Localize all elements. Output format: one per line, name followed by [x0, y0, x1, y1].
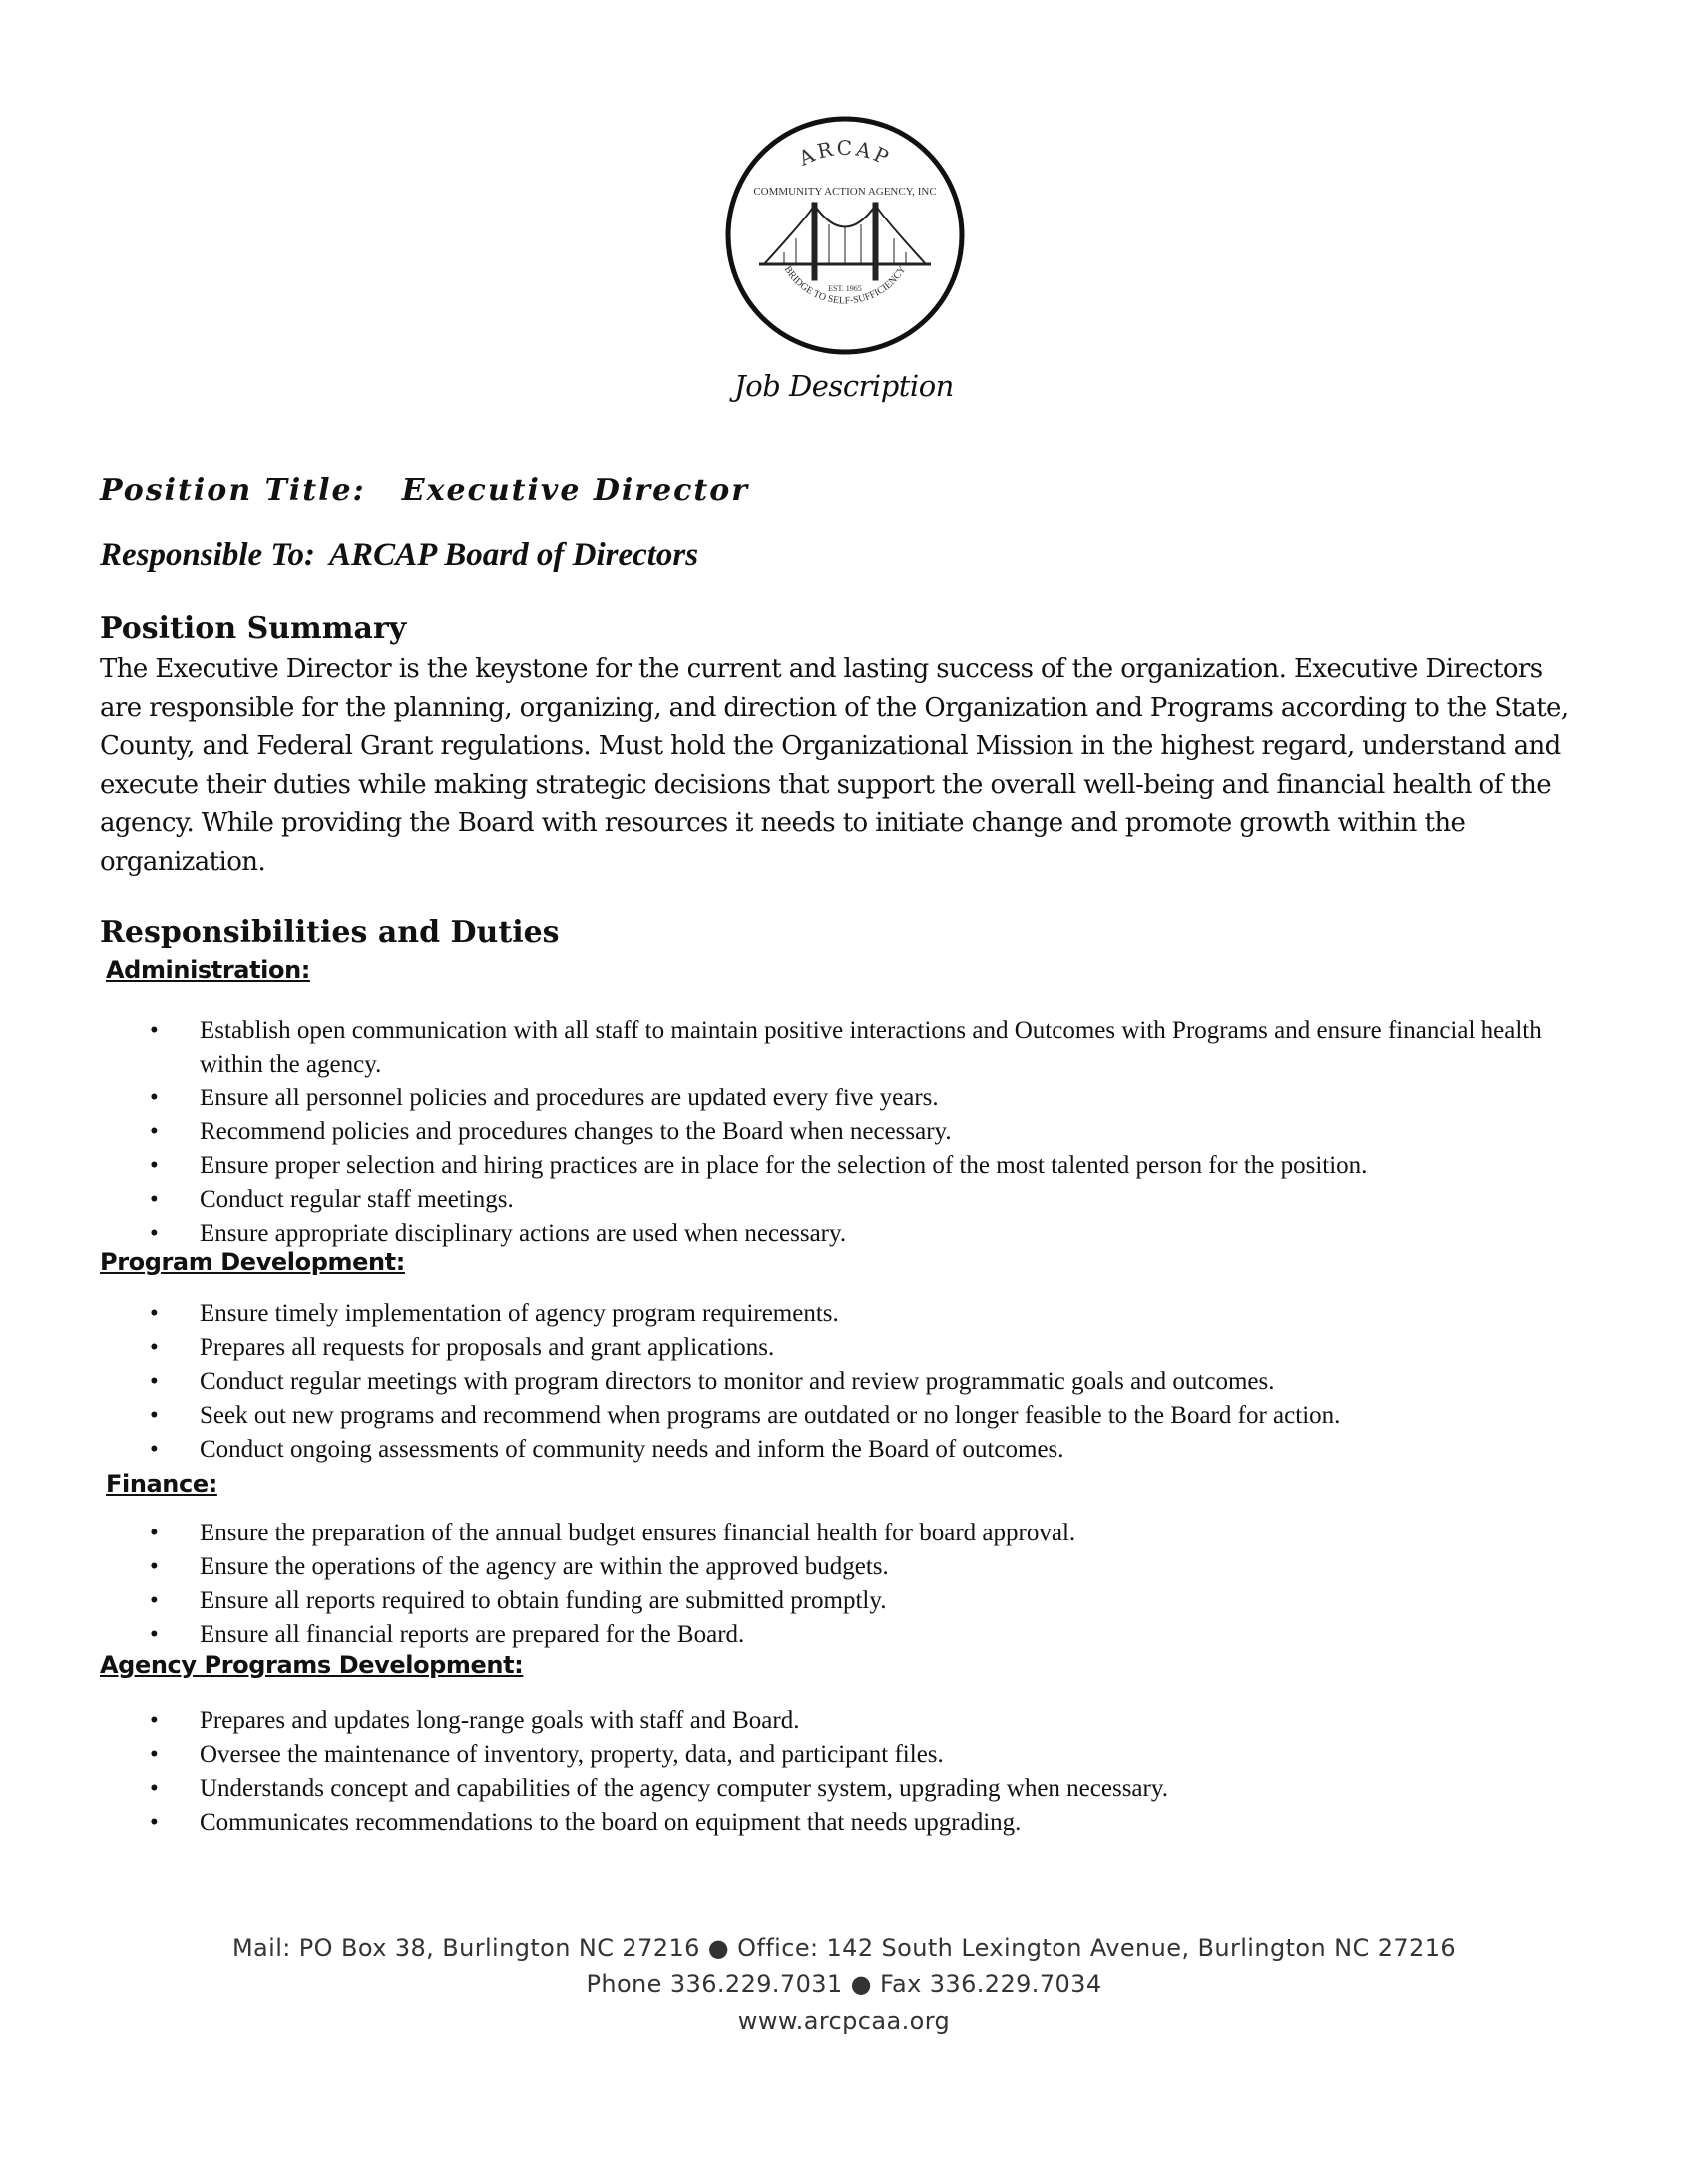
summary-line: execute their duties while making strategic decisions that support the overall well-being and financial health of the	[100, 769, 1552, 800]
list-item-text: Communicates recommendations to the board on equipment that needs upgrading.	[200, 1809, 1022, 1836]
list-item-text: Seek out new programs and recommend when programs are outdated or no longer feasible to the Board for action.	[200, 1402, 1341, 1429]
list-item-text: Ensure the preparation of the annual budget ensures financial health for board approval.	[200, 1520, 1076, 1546]
list-item-text: Prepares all requests for proposals and grant applications.	[200, 1334, 775, 1361]
list-item-text: Recommend policies and procedures changes to the Board when necessary.	[200, 1118, 952, 1145]
bullet-icon: •	[150, 1775, 159, 1802]
summary-line: The Executive Director is the keystone for the current and lasting success of the organization. Executive Directors	[100, 655, 1543, 684]
list-item	[150, 1772, 1606, 1806]
list-item	[150, 1806, 1606, 1840]
position-title-label: Position Title:	[100, 473, 366, 508]
bullet-icon: •	[150, 1587, 159, 1614]
list-item-text: Conduct regular meetings with program directors to monitor and review programmatic goals and outcomes.	[200, 1368, 1275, 1395]
summary-line: are responsible for the planning, organizing, and direction of the Organization and Programs according to the State,	[100, 692, 1569, 723]
bullet-icon: •	[150, 1118, 159, 1145]
bullet-icon: •	[150, 1402, 159, 1429]
list-item	[150, 1399, 1606, 1433]
bullet-icon: •	[150, 1621, 159, 1648]
bullet-icon: •	[150, 1368, 159, 1395]
list-item	[150, 1584, 1606, 1618]
list-item	[150, 1082, 1606, 1115]
footer-phone-fax: Phone 336.229.7031 ● Fax 336.229.7034	[586, 1970, 1102, 1998]
list-item-text: Ensure the operations of the agency are within the approved budgets.	[200, 1553, 889, 1580]
list-item	[150, 1217, 1606, 1251]
list-item	[150, 1331, 1606, 1365]
list-item	[150, 1149, 1606, 1183]
bullet-icon: •	[150, 1334, 159, 1361]
bullet-icon: •	[150, 1186, 159, 1213]
duty-section-title: Agency Programs Development:	[100, 1651, 524, 1679]
bullet-icon: •	[150, 1085, 159, 1111]
position-title-value: Executive Director	[401, 473, 750, 508]
duty-section-title: Finance:	[106, 1470, 217, 1498]
summary-line: agency. While providing the Board with resources it needs to initiate change and promote growth within the	[100, 808, 1466, 838]
bullet-icon: •	[150, 1152, 159, 1179]
list-item	[150, 1704, 1606, 1738]
list-item-text: Ensure all reports required to obtain funding are submitted promptly.	[200, 1587, 887, 1614]
document-subtitle: Job Description	[734, 369, 954, 403]
list-item-text: Understands concept and capabilities of the agency computer system, upgrading when necessary.	[200, 1775, 1168, 1802]
bullet-icon: •	[150, 1436, 159, 1463]
list-item-text: Ensure timely implementation of agency program requirements.	[200, 1300, 839, 1327]
duty-list	[150, 1297, 1606, 1467]
list-item-text: Ensure appropriate disciplinary actions are used when necessary.	[200, 1220, 847, 1247]
list-item	[150, 1183, 1606, 1217]
list-item	[150, 1550, 1606, 1584]
list-item	[150, 1297, 1606, 1331]
position-summary-heading: Position Summary	[100, 611, 407, 646]
logo-established: EST. 1965	[828, 284, 862, 293]
list-item	[150, 1014, 1606, 1082]
footer-website: www.arcpcaa.org	[737, 2007, 951, 2035]
duty-list	[150, 1517, 1606, 1652]
list-item-text: Ensure all personnel policies and procedures are updated every five years.	[200, 1085, 939, 1111]
responsible-to-field	[100, 537, 698, 574]
list-item	[150, 1433, 1606, 1467]
summary-line: organization.	[100, 846, 266, 877]
summary-line: County, and Federal Grant regulations. Must hold the Organizational Mission in the highest regard, understand and	[100, 731, 1561, 761]
duty-section-title: Program Development:	[100, 1248, 405, 1276]
bullet-icon: •	[150, 1553, 159, 1580]
list-item-text: Ensure all financial reports are prepared for the Board.	[200, 1621, 745, 1648]
logo-arc-bottom: BRIDGE TO SELF-SUFFICIENCY	[781, 264, 909, 307]
list-item-text: Establish open communication with all staff to maintain positive interactions and Outcomes with Programs and ensure financial health within the agency.	[200, 1017, 1542, 1078]
bullet-icon: •	[150, 1017, 159, 1044]
bullet-icon: •	[150, 1707, 159, 1734]
list-item-text: Oversee the maintenance of inventory, property, data, and participant files.	[200, 1741, 944, 1768]
list-item	[150, 1517, 1606, 1550]
duty-list	[150, 1704, 1606, 1840]
list-item-text: Conduct ongoing assessments of community needs and inform the Board of outcomes.	[200, 1436, 1064, 1463]
list-item-text: Ensure proper selection and hiring practices are in place for the selection of the most talented person for the position.	[200, 1152, 1368, 1179]
list-item	[150, 1738, 1606, 1772]
duty-list	[150, 1014, 1606, 1251]
arcap-logo	[724, 115, 966, 356]
list-item	[150, 1115, 1606, 1149]
list-item	[150, 1618, 1606, 1652]
bullet-icon: •	[150, 1220, 159, 1247]
list-item-text: Prepares and updates long-range goals with staff and Board.	[200, 1707, 800, 1734]
bullet-icon: •	[150, 1520, 159, 1546]
position-title-field	[100, 473, 749, 508]
logo-agency-name: COMMUNITY ACTION AGENCY, INC	[753, 186, 937, 198]
position-summary-text	[100, 651, 1596, 881]
bullet-icon: •	[150, 1300, 159, 1327]
svg-text:ARCAP	[794, 136, 895, 171]
duty-section-title: Administration:	[106, 956, 310, 984]
bullet-icon: •	[150, 1809, 159, 1836]
duties-heading: Responsibilities and Duties	[100, 915, 560, 950]
list-item	[150, 1365, 1606, 1399]
responsible-to-label: Responsible To:	[100, 537, 316, 573]
list-item-text: Conduct regular staff meetings.	[200, 1186, 514, 1213]
responsible-to-value: ARCAP Board of Directors	[329, 537, 699, 573]
footer-mail-office: Mail: PO Box 38, Burlington NC 27216 ● Office: 142 South Lexington Avenue, Burlington NC 27216	[231, 1934, 1457, 1962]
bullet-icon: •	[150, 1741, 159, 1768]
logo-arc-top: ARCAP	[795, 135, 896, 171]
